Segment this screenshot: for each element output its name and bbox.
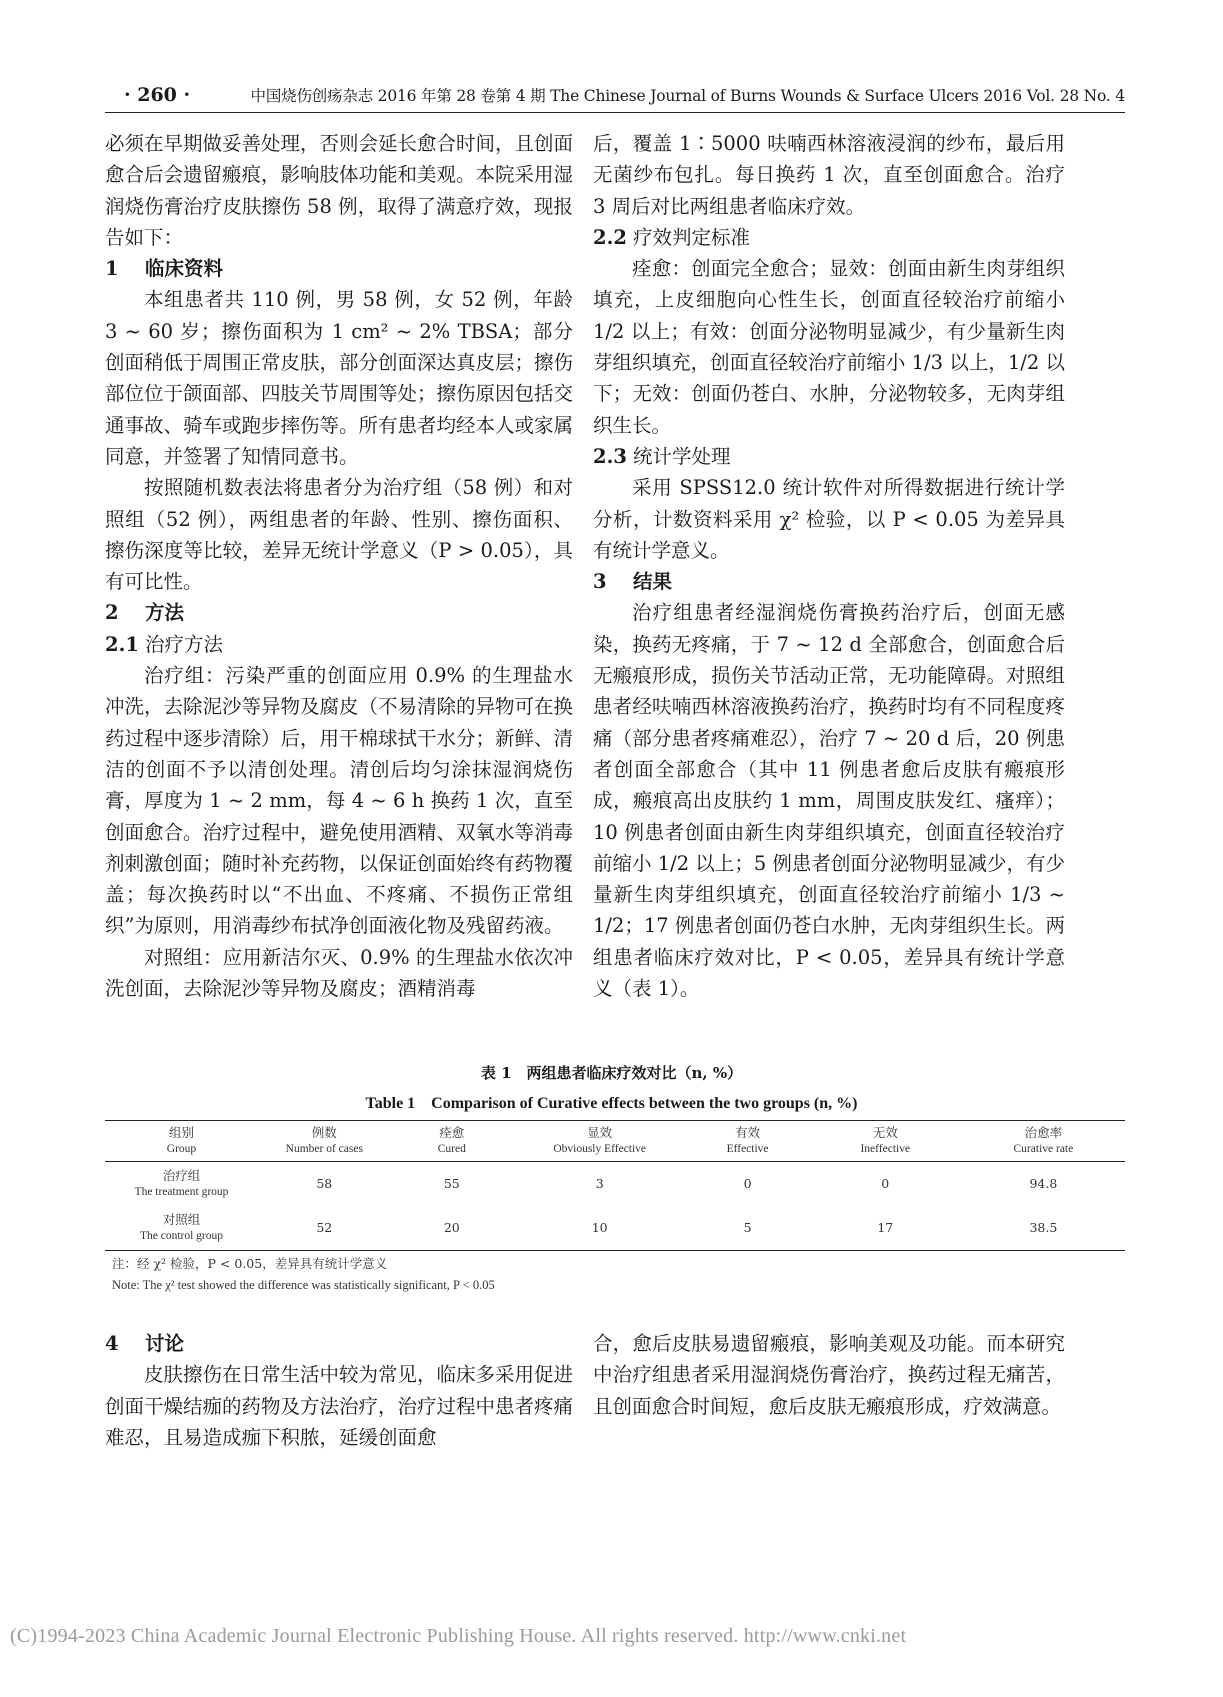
group-cell: 治疗组 The treatment group bbox=[134, 1168, 229, 1198]
table-row bbox=[105, 1206, 1125, 1251]
table-cell: 10 bbox=[513, 1206, 686, 1251]
paragraph: 治疗组：污染严重的创面应用 0.9% 的生理盐水冲洗，去除泥沙等异物及腐皮（不易清除的异物可在换药过程中逐步清除）后，用干棉球拭干水分；新鲜、清洁的创面不予以清创处理。清创后均匀涂抹湿润烧伤膏，厚度为 1 ~ 2 mm，每 4 ~ 6 h 换药 1 次，直至创面愈合。治疗过程中，避免使用酒精、双氧水等消毒剂刺激创面；随时补充药物，以保证创面始终有药物覆盖；每次换药时以“不出血、不疼痛、不损伤正常组织”为原则，用消毒纱布拭净创面液化物及残留药液。 bbox=[105, 664, 574, 938]
copyright-footer: (C)1994-2023 China Academic Journal Electronic Publishing House. All rights reserved. http://www.cnki.net bbox=[10, 1625, 907, 1647]
results-table bbox=[105, 1120, 1125, 1251]
section-heading-2: 2 方法 bbox=[105, 601, 185, 625]
paragraph: 本组患者共 110 例，男 58 例，女 52 例，年龄 3 ~ 60 岁；擦伤面积为 1 cm² ~ 2% TBSA；部分创面稍低于周围正常皮肤，部分创面深达真皮层；擦伤部位位于颌面部、四肢关节周围等处；擦伤原因包括交通事故、骑车或跑步摔伤等。所有患者均经本人或家属同意，并签署了知情同意书。 bbox=[105, 288, 574, 468]
table-note-zh: 注：经 χ² 检验，P < 0.05，差异具有统计学意义 bbox=[112, 1256, 388, 1271]
table-caption-en: Table 1 Comparison of Curative effects between the two groups (n, %) bbox=[365, 1095, 858, 1112]
right-column bbox=[593, 128, 1065, 1004]
column-header: 无效 Ineffective bbox=[809, 1121, 962, 1162]
column-header: 治愈率 Curative rate bbox=[962, 1121, 1125, 1162]
running-header: 中国烧伤创疡杂志 2016 年第 28 卷第 4 期 The Chinese Journal of Burns Wounds & Surface Ulcers 2016 Vol. 28 No. 4 bbox=[250, 87, 1125, 105]
table-cell: 55 bbox=[443, 1176, 460, 1191]
header-rule bbox=[105, 112, 1125, 113]
table-cell: 94.8 bbox=[1029, 1176, 1058, 1191]
section-heading-3: 3 结果 bbox=[593, 570, 673, 594]
subsection-heading-2-2: 2.2 疗效判定标准 bbox=[593, 225, 751, 249]
page-number: · 260 · bbox=[124, 84, 191, 106]
column-header: 组别 Group bbox=[105, 1121, 258, 1162]
column-header: 有效 Effective bbox=[686, 1121, 808, 1162]
table-cell: 58 bbox=[316, 1176, 333, 1191]
table-cell: 20 bbox=[391, 1206, 513, 1251]
paragraph: 后，覆盖 1∶5000 呋喃西林溶液浸润的纱布，最后用无菌纱布包扎。每日换药 1 次，直至创面愈合。治疗 3 周后对比两组患者临床疗效。 bbox=[593, 132, 1065, 218]
paragraph: 痊愈：创面完全愈合；显效：创面由新生肉芽组织填充，上皮细胞向心性生长，创面直径较治疗前缩小 1/2 以上；有效：创面分泌物明显减少，有少量新生肉芽组织填充，创面直径较治疗前缩小 1/3 以上，1/2 以下；无效：创面仍苍白、水肿，分泌物较多，无肉芽组织生长。 bbox=[593, 257, 1065, 437]
table-cell: 3 bbox=[595, 1176, 604, 1191]
subsection-heading-2-3: 2.3 统计学处理 bbox=[593, 444, 731, 468]
paragraph: 合，愈后皮肤易遗留瘢痕，影响美观及功能。而本研究中治疗组患者采用湿润烧伤膏治疗，换药过程无痛苦，且创面愈合时间短，愈后皮肤无瘢痕形成，疗效满意。 bbox=[593, 1332, 1065, 1418]
paragraph: 对照组：应用新洁尔灭、0.9% 的生理盐水依次冲洗创面，去除泥沙等异物及腐皮；酒精消毒 bbox=[105, 945, 573, 1001]
table-row bbox=[105, 1162, 1125, 1207]
left-column bbox=[105, 128, 573, 1004]
column-header: 例数 Number of cases bbox=[258, 1121, 391, 1162]
section-heading-1: 1 临床资料 bbox=[105, 257, 224, 281]
table-cell: 5 bbox=[686, 1206, 808, 1251]
table-cell: 38.5 bbox=[962, 1206, 1125, 1251]
table-cell: 17 bbox=[809, 1206, 962, 1251]
section-heading-4: 4 讨论 bbox=[105, 1332, 185, 1355]
table-cell: 0 bbox=[881, 1176, 890, 1191]
table-caption-zh: 表 1 两组患者临床疗效对比（n, %） bbox=[480, 1064, 743, 1082]
column-header: 显效 Obviously Effective bbox=[513, 1121, 686, 1162]
table-header-row bbox=[105, 1121, 1125, 1162]
paragraph: 治疗组患者经湿润烧伤膏换药治疗后，创面无感染，换药无疼痛，于 7 ~ 12 d 全部愈合，创面愈合后无瘢痕形成，损伤关节活动正常，无功能障碍。对照组患者经呋喃西林溶液换药治疗，换药时均有不同程度疼痛（部分患者疼痛难忍），治疗 7 ~ 20 d 后，20 例患者创面全部愈合（其中 11 例患者愈后皮肤有瘢痕形成，瘢痕高出皮肤约 1 mm，周围皮肤发红、瘙痒）；10 例患者创面由新生肉芽组织填充，创面直径较治疗前缩小 1/2 以上；5 例患者创面分泌物明显减少，有少量新生肉芽组织填充，创面直径较治疗前缩小 1/3 ~ 1/2；17 例患者创面仍苍白水肿，无肉芽组织生长。两组患者临床疗效对比，P < 0.05，差异具有统计学意义（表 1）。 bbox=[593, 601, 1065, 1001]
paragraph: 采用 SPSS12.0 统计软件对所得数据进行统计学分析，计数资料采用 χ² 检验，以 P < 0.05 为差异具有统计学意义。 bbox=[593, 476, 1065, 562]
discussion-left bbox=[105, 1328, 573, 1453]
paragraph: 皮肤擦伤在日常生活中较为常见，临床多采用促进创面干燥结痂的药物及方法治疗，治疗过程中患者疼痛难忍，且易造成痂下积脓，延缓创面愈 bbox=[105, 1363, 574, 1449]
table-note-en: Note: The χ² test showed the difference was statistically significant, P < 0.05 bbox=[112, 1278, 495, 1292]
column-header: 痊愈 Cured bbox=[391, 1121, 513, 1162]
subsection-heading-2-1: 2.1 治疗方法 bbox=[105, 632, 224, 656]
table-cell: 0 bbox=[743, 1176, 752, 1191]
group-cell: 对照组 The control group bbox=[105, 1206, 258, 1251]
table-cell: 52 bbox=[258, 1206, 391, 1251]
discussion-right bbox=[593, 1328, 1065, 1422]
intro-paragraph: 必须在早期做妥善处理，否则会延长愈合时间，且创面愈合后会遗留瘢痕，影响肢体功能和美观。本院采用湿润烧伤膏治疗皮肤擦伤 58 例，取得了满意疗效，现报告如下： bbox=[105, 132, 574, 249]
paragraph: 按照随机数表法将患者分为治疗组（58 例）和对照组（52 例），两组患者的年龄、性别、擦伤面积、擦伤深度等比较，差异无统计学意义（P > 0.05），具有可比性。 bbox=[105, 476, 573, 594]
